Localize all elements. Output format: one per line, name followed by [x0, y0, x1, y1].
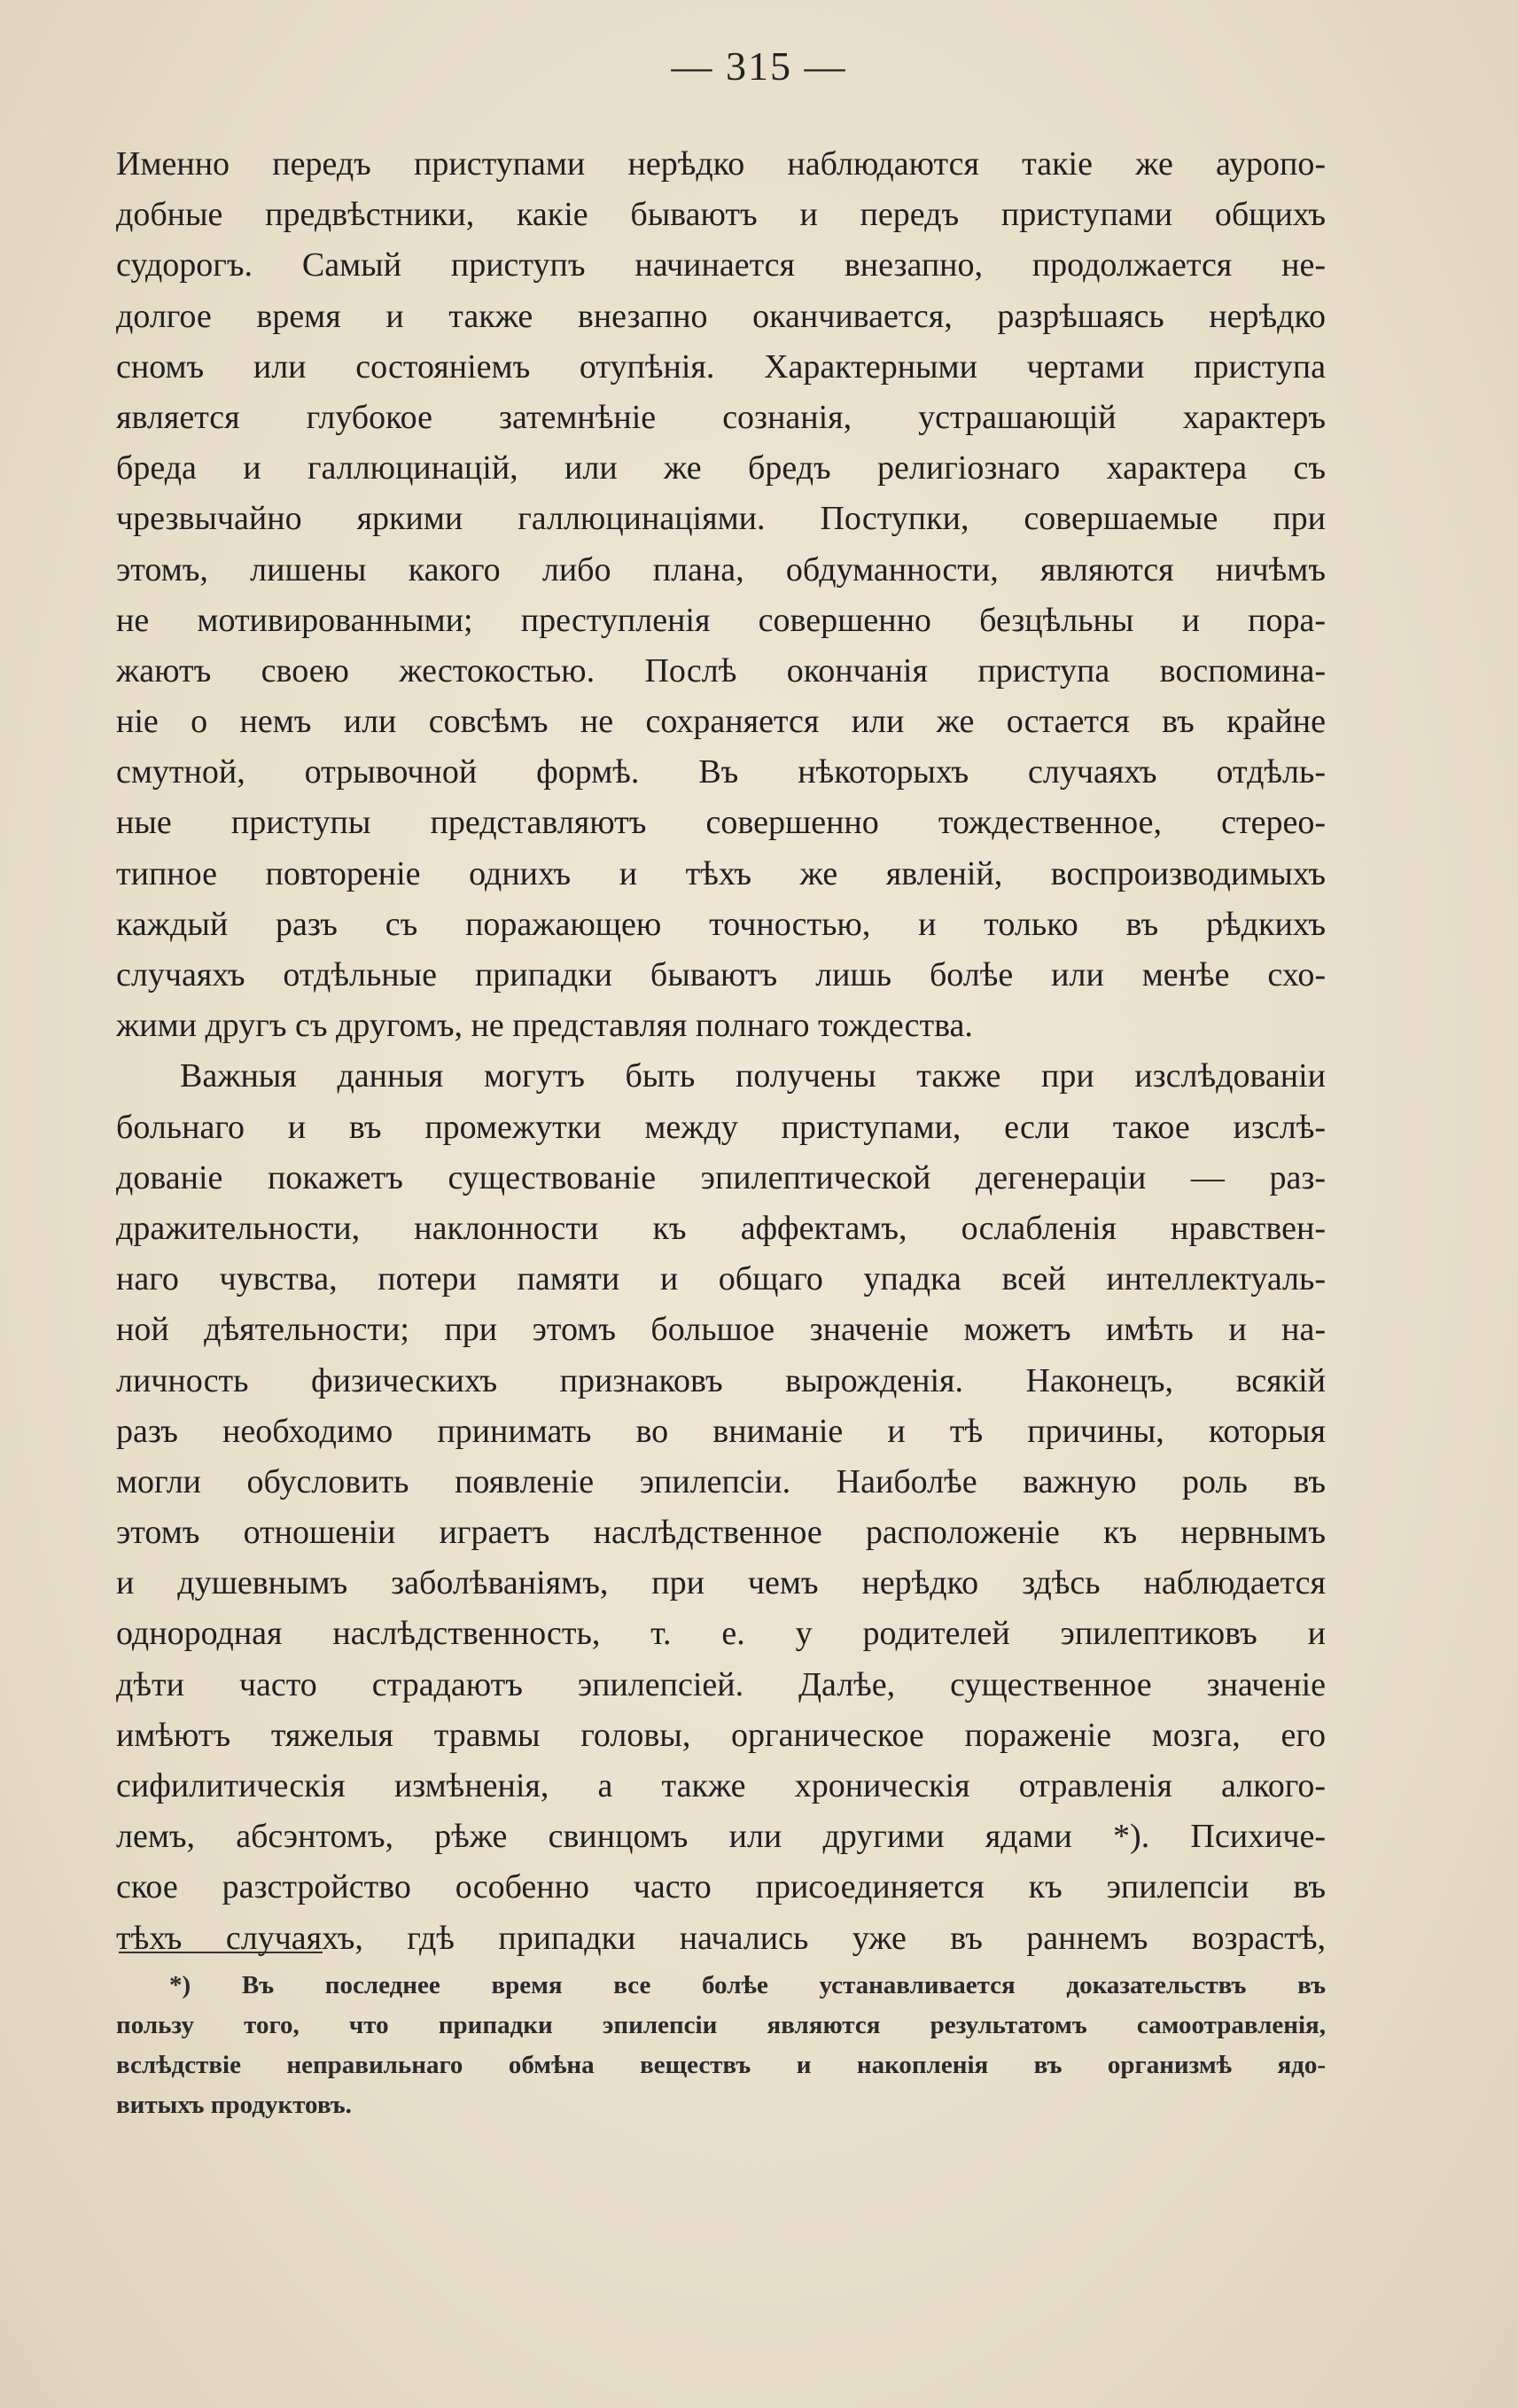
footnote — [116, 1966, 1326, 2125]
text-line: ной дѣятельности; при этомъ большое значеніе можетъ имѣть и на- — [116, 1311, 1326, 1349]
text-line: сифилитическія измѣненія, а также хроническія отравленія алкого- — [116, 1767, 1326, 1804]
text-line: типное повтореніе однихъ и тѣхъ же явленій, воспроизводимыхъ — [116, 854, 1326, 892]
paragraph-2 — [116, 1051, 1326, 1963]
footnote-line: витыхъ продуктовъ. — [116, 2091, 352, 2119]
text-line: судорогъ. Самый приступъ начинается внезапно, продолжается не- — [116, 246, 1326, 284]
footnote-line: пользу того, что припадки эпилепсіи являются результатомъ самоотравленія, — [116, 2011, 1326, 2039]
text-line: ское разстройство особенно часто присоединяется къ эпилепсіи въ — [116, 1868, 1326, 1906]
text-line: сномъ или состояніемъ отупѣнія. Характерными чертами приступа — [116, 347, 1326, 386]
text-line: добные предвѣстники, какіе бываютъ и передъ приступами общихъ — [116, 196, 1326, 234]
footnote-line: вслѣдствіе неправильнаго обмѣна веществъ и накопленія въ организмѣ ядо- — [116, 2051, 1326, 2079]
text-line: разъ необходимо принимать во вниманіе и тѣ причины, которыя — [116, 1412, 1326, 1450]
text-line: этомъ отношеніи играетъ наслѣдственное расположеніе къ нервнымъ — [116, 1514, 1326, 1552]
text-line: этомъ, лишены какого либо плана, обдуманности, являются ничѣмъ — [116, 550, 1326, 588]
text-line: дованіе покажетъ существованіе эпилептической дегенераціи — раз- — [116, 1158, 1326, 1196]
text-line: жаютъ своею жестокостью. Послѣ окончанія приступа воспомина- — [116, 651, 1326, 690]
text-line: является глубокое затемнѣніе сознанія, устрашающій характеръ — [116, 398, 1326, 436]
text-line: личность физическихъ признаковъ вырожденія. Наконецъ, всякій — [116, 1361, 1326, 1399]
page-number: — 315 — — [671, 43, 847, 89]
text-line: могли обусловить появленіе эпилепсіи. Наиболѣе важную роль въ — [116, 1462, 1326, 1500]
text-line: дражительности, наклонности къ аффектамъ, ослабленія нравствен- — [116, 1209, 1326, 1247]
text-line: не мотивированными; преступленія совершенно безцѣльны и пора- — [116, 601, 1326, 639]
text-line: Именно передъ приступами нерѣдко наблюдаются такіе же ауропо- — [116, 145, 1326, 183]
text-line: Важныя данныя могутъ быть получены также при изслѣдованіи — [180, 1057, 1326, 1095]
text-line: чрезвычайно яркими галлюцинаціями. Поступки, совершаемые при — [116, 500, 1326, 538]
text-line: наго чувства, потери памяти и общаго упадка всей интеллектуаль- — [116, 1260, 1326, 1298]
text-line: жими другъ съ другомъ, не представляя полнаго тождества. — [116, 1007, 973, 1045]
text-line: больнаго и въ промежутки между приступами, если такое изслѣ- — [116, 1108, 1326, 1146]
text-line: имѣютъ тяжелыя травмы головы, органическое пораженіе мозга, его — [116, 1716, 1326, 1754]
text-line: ные приступы представляютъ совершенно тождественное, стерео- — [116, 804, 1326, 842]
text-line: однородная наслѣдственность, т. е. у родителей эпилептиковъ и — [116, 1615, 1326, 1653]
text-line: ніе о немъ или совсѣмъ не сохраняется или же остается въ крайне — [116, 703, 1326, 741]
body-text — [116, 139, 1326, 1964]
text-line: и душевнымъ заболѣваніямъ, при чемъ нерѣдко здѣсь наблюдается — [116, 1564, 1326, 1602]
text-line: тѣхъ случаяхъ, гдѣ припадки начались уже въ раннемъ возрастѣ, — [116, 1919, 1326, 1957]
paragraph-1 — [116, 139, 1326, 1051]
text-line: лемъ, абсэнтомъ, рѣже свинцомъ или другими ядами *). Психиче- — [116, 1818, 1326, 1856]
text-line: долгое время и также внезапно оканчивается, разрѣшаясь нерѣдко — [116, 297, 1326, 335]
text-line: каждый разъ съ поражающею точностью, и только въ рѣдкихъ — [116, 905, 1326, 943]
footnote-line: *) Въ последнее время все болѣе устанавливается доказательствъ въ — [169, 1971, 1326, 1999]
text-line: бреда и галлюцинацій, или же бредъ религіознаго характера съ — [116, 449, 1326, 487]
text-line: дѣти часто страдаютъ эпилепсіей. Далѣе, существенное значеніе — [116, 1665, 1326, 1703]
text-line: случаяхъ отдѣльные припадки бываютъ лишь болѣе или менѣе схо- — [116, 956, 1326, 994]
text-line: смутной, отрывочной формѣ. Въ нѣкоторыхъ случаяхъ отдѣль- — [116, 753, 1326, 791]
footnote-divider — [119, 1952, 323, 1953]
